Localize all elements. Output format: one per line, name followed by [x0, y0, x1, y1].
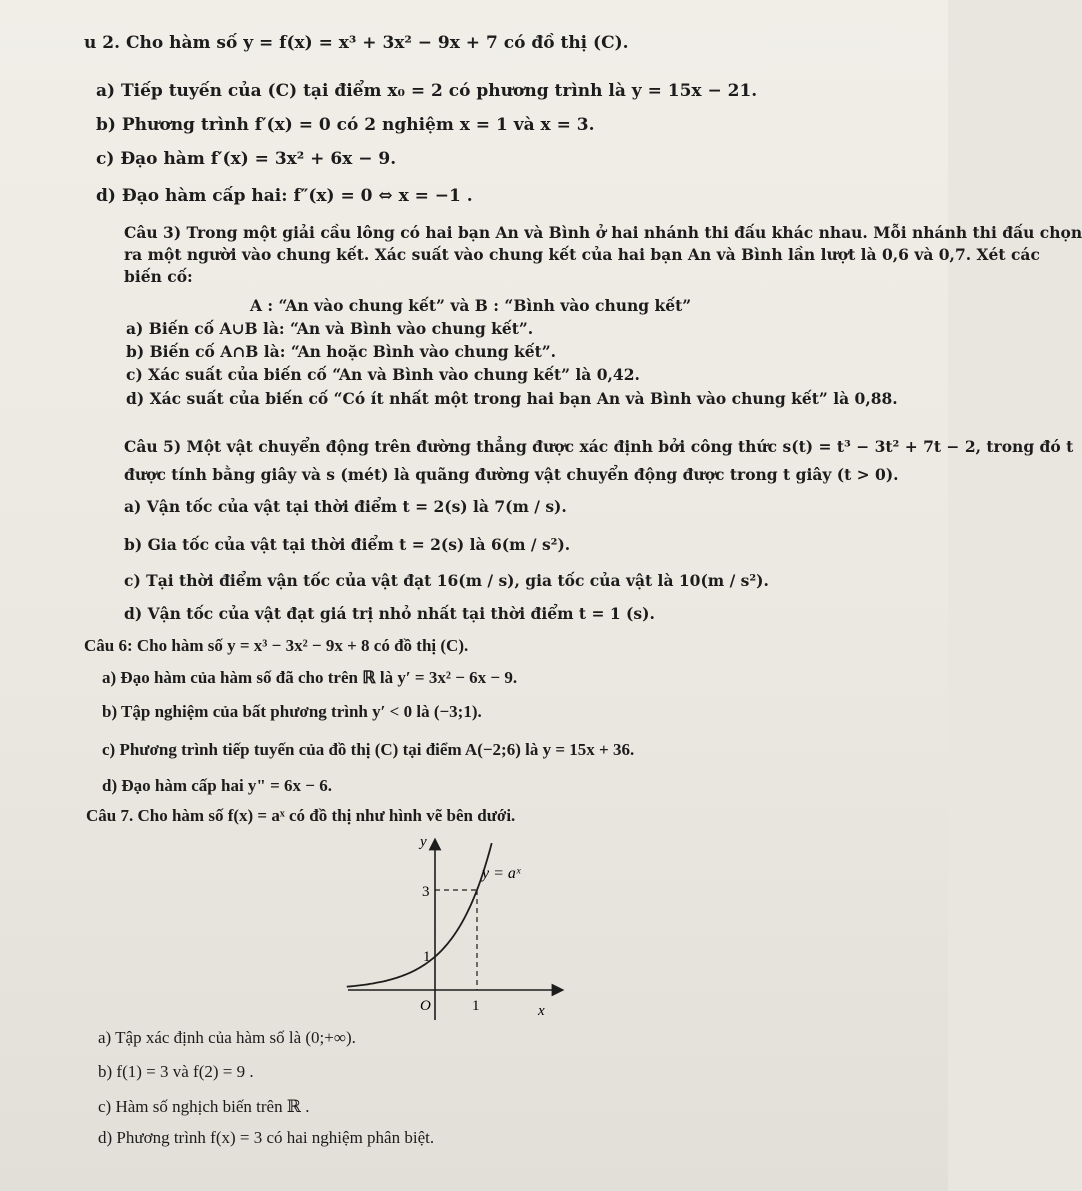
q5-line-1: Câu 5) Một vật chuyển động trên đường thẳng được xác định bởi công thức s(t) = t³ − 3t² + 7t − 2, trong đó t	[124, 437, 1074, 456]
tick-label-x-1: 1	[472, 998, 480, 1014]
tick-label-y-1: 1	[423, 949, 431, 965]
q7-option-a: a) Tập xác định của hàm số là (0;+∞).	[98, 1028, 356, 1047]
q5-option-d: d) Vận tốc của vật đạt giá trị nhỏ nhất tại thời điểm t = 1 (s).	[124, 604, 655, 623]
x-axis-label: x	[538, 1003, 545, 1019]
q2-option-a: a) Tiếp tuyến của (C) tại điểm x₀ = 2 có phương trình là y = 15x − 21.	[96, 81, 758, 101]
y-axis-label: y	[420, 834, 427, 850]
q3-option-a: a) Biến cố A∪B là: “An và Bình vào chung kết”.	[126, 319, 534, 338]
q5-option-c: c) Tại thời điểm vận tốc của vật đạt 16(m / s), gia tốc của vật là 10(m / s²).	[124, 571, 769, 590]
q2-option-d: d) Đạo hàm cấp hai: f″(x) = 0 ⇔ x = −1 .	[96, 186, 473, 206]
exponential-graph	[340, 830, 570, 1025]
tick-label-y-3: 3	[422, 884, 430, 900]
origin-label: O	[420, 998, 431, 1014]
q3-option-c: c) Xác suất của biến cố “An và Bình vào chung kết” là 0,42.	[126, 365, 640, 384]
q6-title: Câu 6: Cho hàm số y = x³ − 3x² − 9x + 8 có đồ thị (C).	[84, 636, 469, 655]
q3-line-2: ra một người vào chung kết. Xác suất vào chung kết của hai bạn An và Bình lần lượt là 0,6 và 0,7. Xét các	[124, 245, 1040, 264]
q3-line-3: biến cố:	[124, 267, 193, 286]
q5-line-2: được tính bằng giây và s (mét) là quãng đường vật chuyển động được trong t giây (t > 0).	[124, 465, 899, 484]
q2-title: u 2. Cho hàm số y = f(x) = x³ + 3x² − 9x + 7 có đồ thị (C).	[84, 33, 629, 53]
q6-option-d: d) Đạo hàm cấp hai y" = 6x − 6.	[102, 776, 332, 795]
q3-option-d: d) Xác suất của biến cố “Có ít nhất một trong hai bạn An và Bình vào chung kết” là 0,88.	[126, 389, 898, 408]
q3-option-b: b) Biến cố A∩B là: “An hoặc Bình vào chung kết”.	[126, 342, 557, 361]
q3-line-1: Câu 3) Trong một giải cầu lông có hai bạn An và Bình ở hai nhánh thi đấu khác nhau. Mỗi nhánh thi đấu chọn	[124, 223, 1082, 242]
q6-option-c: c) Phương trình tiếp tuyến của đồ thị (C) tại điểm A(−2;6) là y = 15x + 36.	[102, 740, 635, 759]
q5-option-a: a) Vận tốc của vật tại thời điểm t = 2(s) là 7(m / s).	[124, 497, 567, 516]
curve-label: y = aˣ	[482, 865, 521, 882]
q2-option-c: c) Đạo hàm f′(x) = 3x² + 6x − 9.	[96, 149, 397, 169]
q3-events: A : “An vào chung kết” và B : “Bình vào chung kết”	[250, 296, 692, 315]
q7-option-b: b) f(1) = 3 và f(2) = 9 .	[98, 1062, 254, 1081]
exponential-curve	[347, 843, 492, 987]
q5-option-b: b) Gia tốc của vật tại thời điểm t = 2(s) là 6(m / s²).	[124, 535, 571, 554]
q6-option-a: a) Đạo hàm của hàm số đã cho trên ℝ là y′ = 3x² − 6x − 9.	[102, 668, 518, 687]
q2-option-b: b) Phương trình f′(x) = 0 có 2 nghiệm x = 1 và x = 3.	[96, 115, 595, 135]
q7-option-c: c) Hàm số nghịch biến trên ℝ .	[98, 1097, 310, 1116]
q6-option-b: b) Tập nghiệm của bất phương trình y′ < 0 là (−3;1).	[102, 702, 482, 721]
q7-option-d: d) Phương trình f(x) = 3 có hai nghiệm phân biệt.	[98, 1128, 435, 1147]
q7-title: Câu 7. Cho hàm số f(x) = aˣ có đồ thị như hình vẽ bên dưới.	[86, 806, 516, 825]
